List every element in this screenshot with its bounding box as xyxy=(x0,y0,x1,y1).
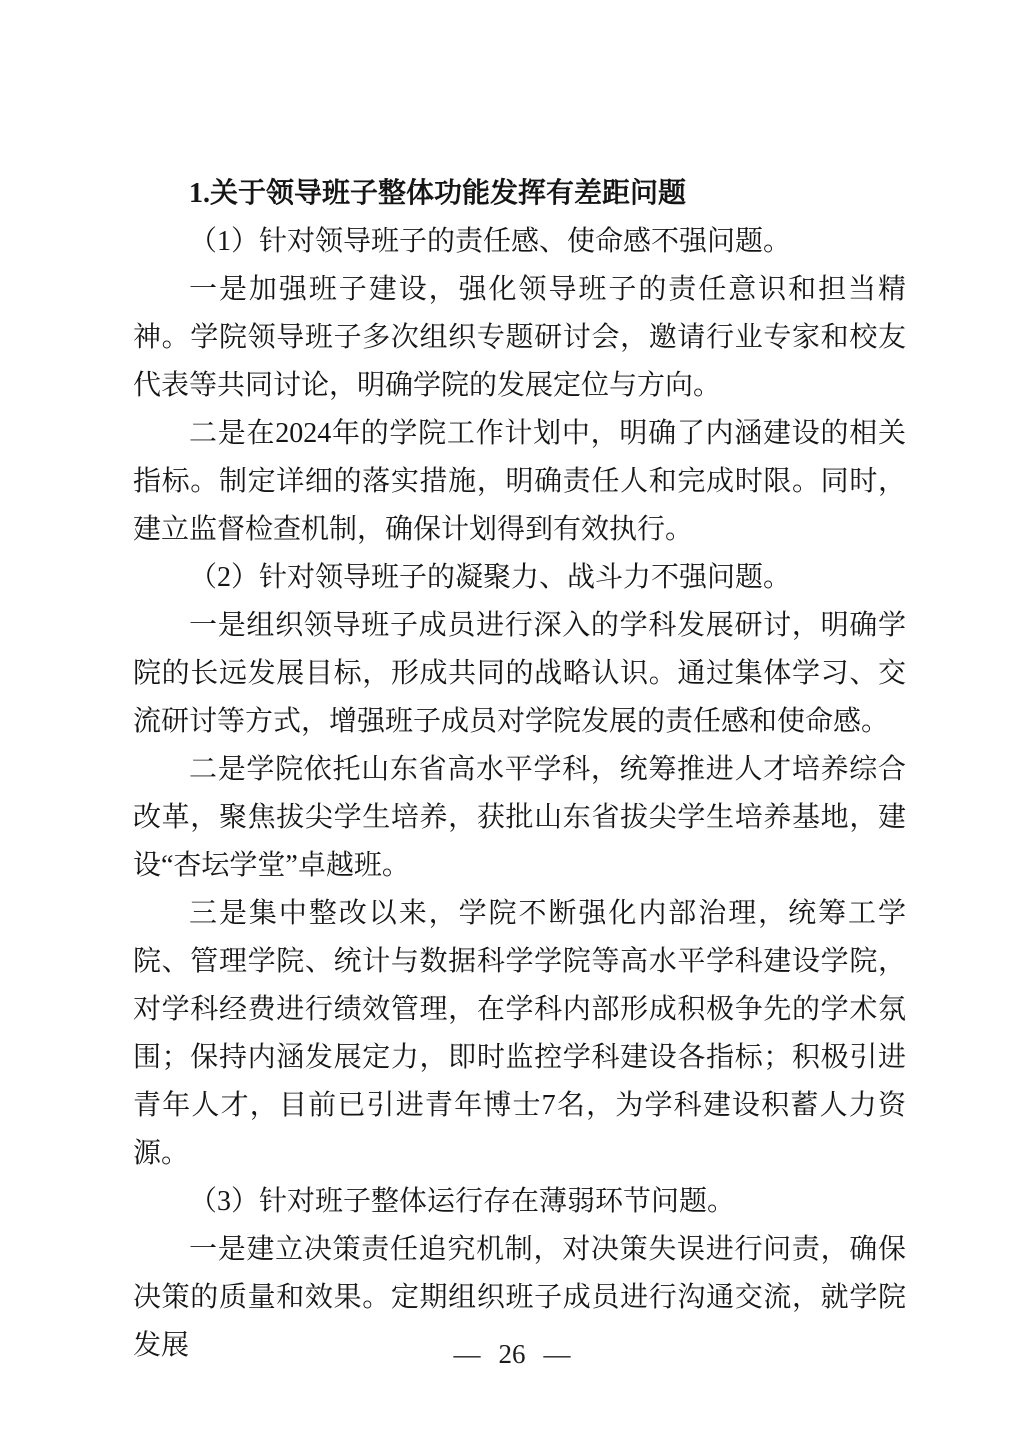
body-paragraph: 一是加强班子建设，强化领导班子的责任意识和担当精神。学院领导班子多次组织专题研讨会，邀请行业专家和校友代表等共同讨论，明确学院的发展定位与方向。 xyxy=(133,274,906,401)
body-paragraph: 二是在2024年的学院工作计划中，明确了内涵建设的相关指标。制定详细的落实措施，明确责任人和完成时限。同时，建立监督检查机制，确保计划得到有效执行。 xyxy=(133,418,906,545)
body-paragraph: （1）针对领导班子的责任感、使命感不强问题。 xyxy=(189,226,792,257)
footer-right-dash: — xyxy=(543,1339,571,1369)
body-paragraph: （3）针对班子整体运行存在薄弱环节问题。 xyxy=(189,1186,736,1217)
body-paragraph: 二是学院依托山东省高水平学科，统筹推进人才培养综合改革，聚焦拔尖学生培养，获批山东省拔尖学生培养基地，建设“杏坛学堂”卓越班。 xyxy=(133,754,906,881)
document-body xyxy=(133,170,906,1370)
body-paragraph: 三是集中整改以来，学院不断强化内部治理，统筹工学院、管理学院、统计与数据科学学院等高水平学科建设学院，对学科经费进行绩效管理，在学科内部形成积极争先的学术氛围；保持内涵发展定力，即时监控学科建设各指标；积极引进青年人才，目前已引进青年博士7名，为学科建设积蓄人力资源。 xyxy=(133,898,906,1169)
footer-left-dash: — xyxy=(453,1339,481,1369)
body-paragraph: （2）针对领导班子的凝聚力、战斗力不强问题。 xyxy=(189,562,792,593)
body-paragraph: 一是建立决策责任追究机制，对决策失误进行问责，确保决策的质量和效果。定期组织班子成员进行沟通交流，就学院发展 xyxy=(133,1234,906,1361)
body-paragraph: 一是组织领导班子成员进行深入的学科发展研讨，明确学院的长远发展目标，形成共同的战略认识。通过集体学习、交流研讨等方式，增强班子成员对学院发展的责任感和使命感。 xyxy=(133,610,906,737)
page-footer xyxy=(0,1338,1024,1370)
page-number: 26 xyxy=(498,1339,526,1369)
section-heading: 1.关于领导班子整体功能发挥有差距问题 xyxy=(189,178,687,209)
